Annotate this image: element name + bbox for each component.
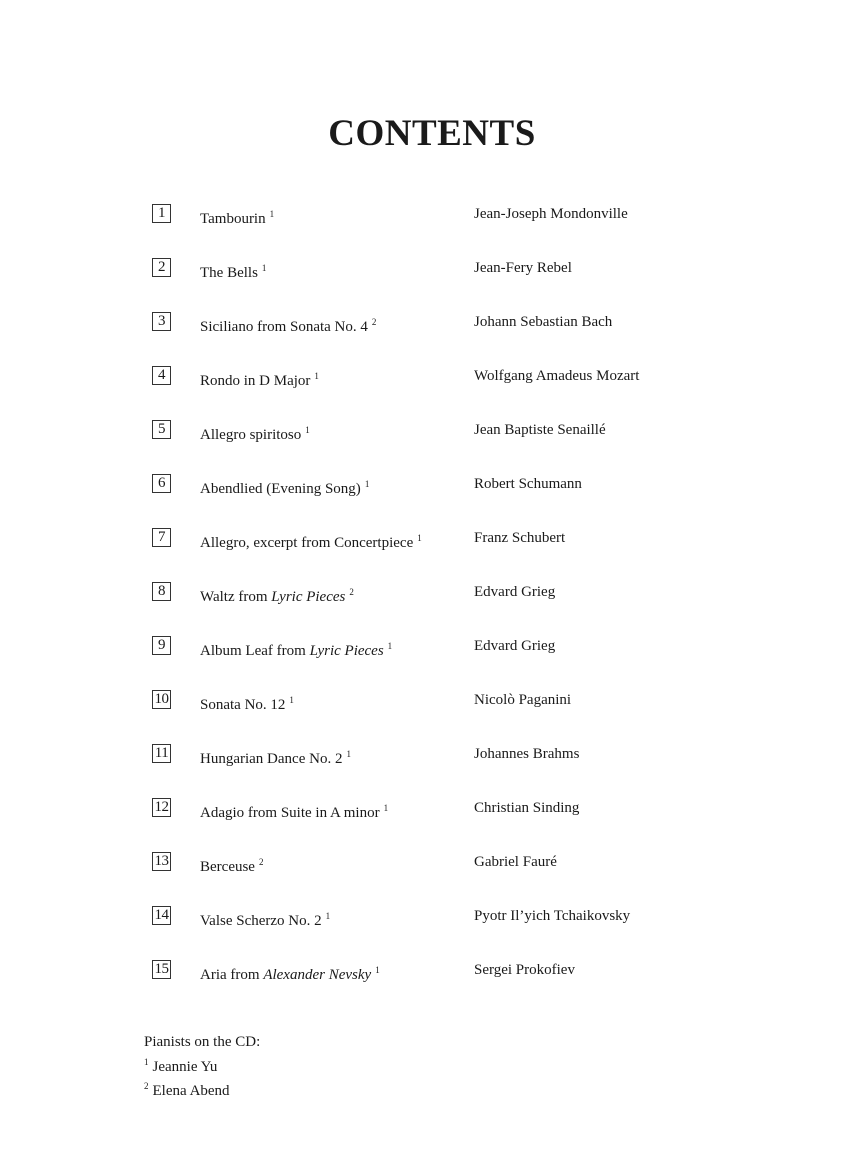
track-number-box: 11 [152,744,171,763]
contents-row [0,416,864,444]
pianist-note-mark: 1 [269,209,275,219]
composer-name: Robert Schumann [474,476,582,492]
footnotes-heading: Pianists on the CD: [144,1034,261,1050]
piece-title [200,690,294,715]
piece-title [200,744,351,769]
track-number-box: 4 [152,366,171,385]
composer-name: Jean-Fery Rebel [474,260,572,276]
piece-title [200,366,319,391]
footnote-mark: 1 [144,1056,149,1067]
pianist-note-mark: 1 [375,965,380,975]
pianist-note-mark: 2 [258,857,264,867]
pianist-note-mark: 2 [371,317,377,327]
track-number-box: 8 [152,582,171,601]
piece-title-text: Siciliano from Sonata No. 4 [200,319,368,335]
piece-title [200,420,310,445]
composer-name: Franz Schubert [474,530,566,546]
piece-title-italic: Alexander Nevsky [263,967,372,983]
piece-title-text: Sonata No. 12 [200,697,286,713]
composer-name: Wolfgang Amadeus Mozart [474,368,640,384]
composer-name: Nicolò Paganini [474,692,572,708]
piece-title [200,258,266,283]
piece-title [200,582,354,607]
track-number-box: 9 [152,636,171,655]
composer-name: Edvard Grieg [474,638,556,654]
composer-name: Christian Sinding [474,800,580,816]
piece-title-text: Waltz from [200,589,268,605]
contents-row [0,470,864,498]
contents-row [0,578,864,606]
track-number-box: 6 [152,474,171,493]
piece-title-text: Berceuse [200,859,255,875]
track-number-box: 3 [152,312,171,331]
piece-title-italic: Lyric Pieces [309,643,384,659]
piece-title [200,204,274,229]
composer-name: Edvard Grieg [474,584,556,600]
piece-title [200,906,330,931]
track-number-box: 2 [152,258,171,277]
contents-row [0,794,864,822]
composer-name: Johannes Brahms [474,746,580,762]
contents-row [0,902,864,930]
pianist-note-mark: 1 [289,695,294,705]
footnote-item [144,1053,260,1078]
pianist-note-mark: 1 [314,371,319,381]
track-number-box: 15 [152,960,171,979]
piece-title [200,312,376,337]
piece-title [200,636,392,661]
composer-name: Johann Sebastian Bach [474,314,613,330]
contents-row [0,200,864,228]
pianist-note-mark: 1 [417,533,422,543]
pianist-note-mark: 1 [387,641,393,651]
footnotes [144,1033,260,1102]
pianist-note-mark: 1 [383,803,389,813]
piece-title [200,798,388,823]
piece-title [200,852,263,877]
piece-title-text: Abendlied (Evening Song) [200,481,361,497]
track-number-box: 7 [152,528,171,547]
track-number-box: 14 [152,906,171,925]
pianist-note-mark: 1 [305,425,310,435]
contents-row [0,308,864,336]
contents-row [0,686,864,714]
piece-title [200,960,380,985]
contents-row [0,524,864,552]
pianist-note-mark: 1 [364,479,370,489]
piece-title-text: Valse Scherzo No. 2 [200,913,322,929]
track-number-box: 10 [152,690,171,709]
pianist-note-mark: 1 [325,911,331,921]
piece-title-text: The Bells [200,265,258,281]
composer-name: Jean-Joseph Mondonville [474,206,628,222]
contents-row [0,848,864,876]
footnote-name: Jeannie Yu [152,1058,218,1075]
composer-name: Sergei Prokofiev [474,962,575,978]
track-number-box: 1 [152,204,171,223]
piece-title-text: Album Leaf from [200,643,306,659]
piece-title-text: Tambourin [200,211,266,227]
piece-title-text: Adagio from Suite in A minor [200,805,380,821]
contents-row [0,254,864,282]
composer-name: Pyotr Il’yich Tchaikovsky [474,908,631,924]
footnote-item [144,1077,260,1102]
contents-row [0,632,864,660]
contents-row [0,362,864,390]
piece-title-text: Rondo in D Major [200,373,311,389]
piece-title-text: Aria from [200,967,260,983]
composer-name: Jean Baptiste Senaillé [474,422,606,438]
track-number-box: 5 [152,420,171,439]
piece-title-text: Allegro, excerpt from Concertpiece [200,535,414,551]
piece-title-text: Hungarian Dance No. 2 [200,751,343,767]
piece-title [200,528,422,553]
track-number-box: 12 [152,798,171,817]
pianist-note-mark: 2 [349,587,354,597]
contents-row [0,956,864,984]
piece-title-text: Allegro spiritoso [200,427,302,443]
contents-row [0,740,864,768]
track-number-box: 13 [152,852,171,871]
pianist-note-mark: 1 [261,263,267,273]
footnote-mark: 2 [144,1081,149,1091]
piece-title [200,474,369,499]
footnote-name: Elena Abend [152,1083,230,1099]
page-title: CONTENTS [328,113,536,154]
composer-name: Gabriel Fauré [474,854,557,870]
piece-title-italic: Lyric Pieces [271,589,346,605]
pianist-note-mark: 1 [346,749,351,759]
